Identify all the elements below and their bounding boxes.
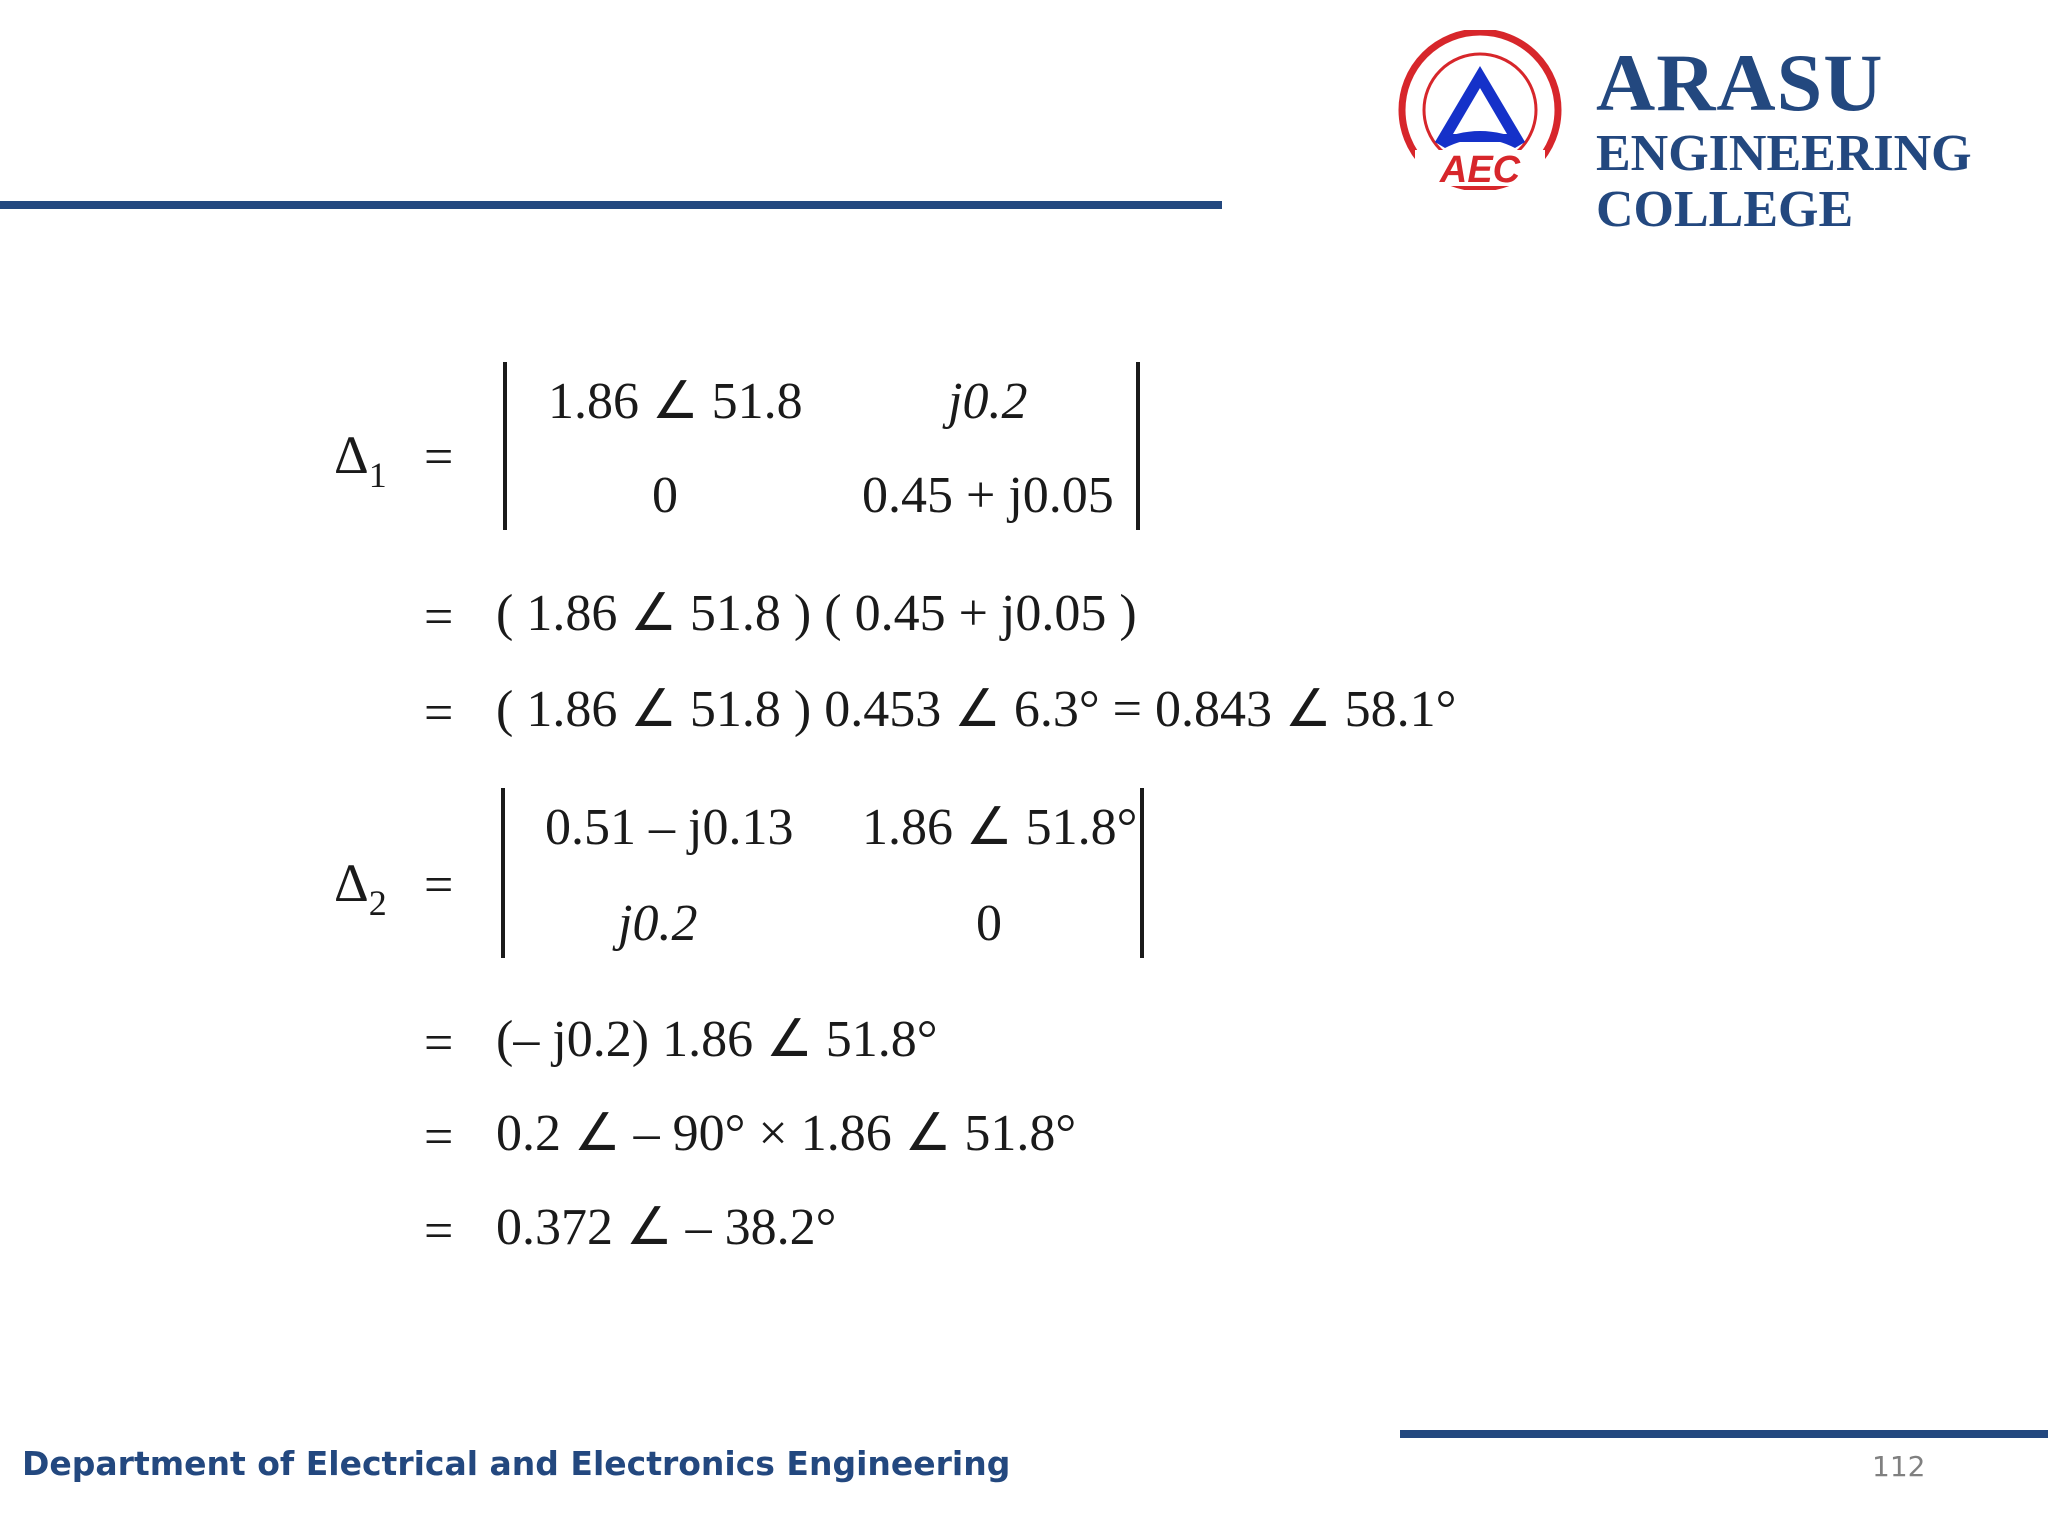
delta1-r2c1: 0 xyxy=(652,467,678,524)
delta2-step1: (– j0.2) 1.86 ∠ 51.8° xyxy=(496,1011,938,1068)
header-rule xyxy=(0,201,1222,209)
delta1-label: $\Delta_1$ xyxy=(334,425,387,495)
delta2-r2c2: 0 xyxy=(976,895,1002,952)
brand-line-college: COLLEGE xyxy=(1596,181,1854,238)
delta1-r1c1: 1.86 ∠ 51.8 xyxy=(548,373,803,430)
delta2-step3: 0.372 ∠ – 38.2° xyxy=(496,1199,837,1256)
delta1-equals: = xyxy=(424,429,454,486)
delta2-step1-equals: = xyxy=(424,1015,454,1072)
delta1-step1-equals: = xyxy=(424,589,454,646)
college-brand xyxy=(1596,37,1972,238)
delta1-step2-equals: = xyxy=(424,685,454,742)
delta1-step2: ( 1.86 ∠ 51.8 ) 0.453 ∠ 6.3° = 0.843 ∠ 58.1° xyxy=(496,681,1457,738)
delta2-bar-right xyxy=(1140,788,1144,958)
delta2-step3-equals: = xyxy=(424,1203,454,1260)
footer-rule xyxy=(1400,1430,2048,1438)
delta2-step2-equals: = xyxy=(424,1109,454,1166)
delta2-equals: = xyxy=(424,857,454,914)
brand-line-arasu: ARASU xyxy=(1596,37,1884,128)
delta1-r1c2: j0.2 xyxy=(948,373,1028,430)
page-number: 112 xyxy=(1872,1450,1926,1483)
brand-line-engineering: ENGINEERING xyxy=(1596,125,1972,182)
college-seal-logo xyxy=(1395,30,1565,190)
delta2-label: $\Delta_2$ xyxy=(334,853,387,923)
delta2-bar-left xyxy=(501,788,505,958)
delta2-r1c1: 0.51 – j0.13 xyxy=(545,799,794,856)
seal-abbrev: AEC xyxy=(1439,149,1521,190)
delta1-r2c2: 0.45 + j0.05 xyxy=(862,467,1114,524)
delta1-bar-left xyxy=(503,362,507,530)
delta2-step2: 0.2 ∠ – 90° × 1.86 ∠ 51.8° xyxy=(496,1105,1077,1162)
delta1-bar-right xyxy=(1136,362,1140,530)
footer-department: Department of Electrical and Electronics Engineering xyxy=(22,1444,1011,1483)
delta1-step1: ( 1.86 ∠ 51.8 ) ( 0.45 + j0.05 ) xyxy=(496,585,1137,642)
delta2-r1c2: 1.86 ∠ 51.8° xyxy=(862,799,1138,856)
delta2-r2c1: j0.2 xyxy=(618,895,698,952)
